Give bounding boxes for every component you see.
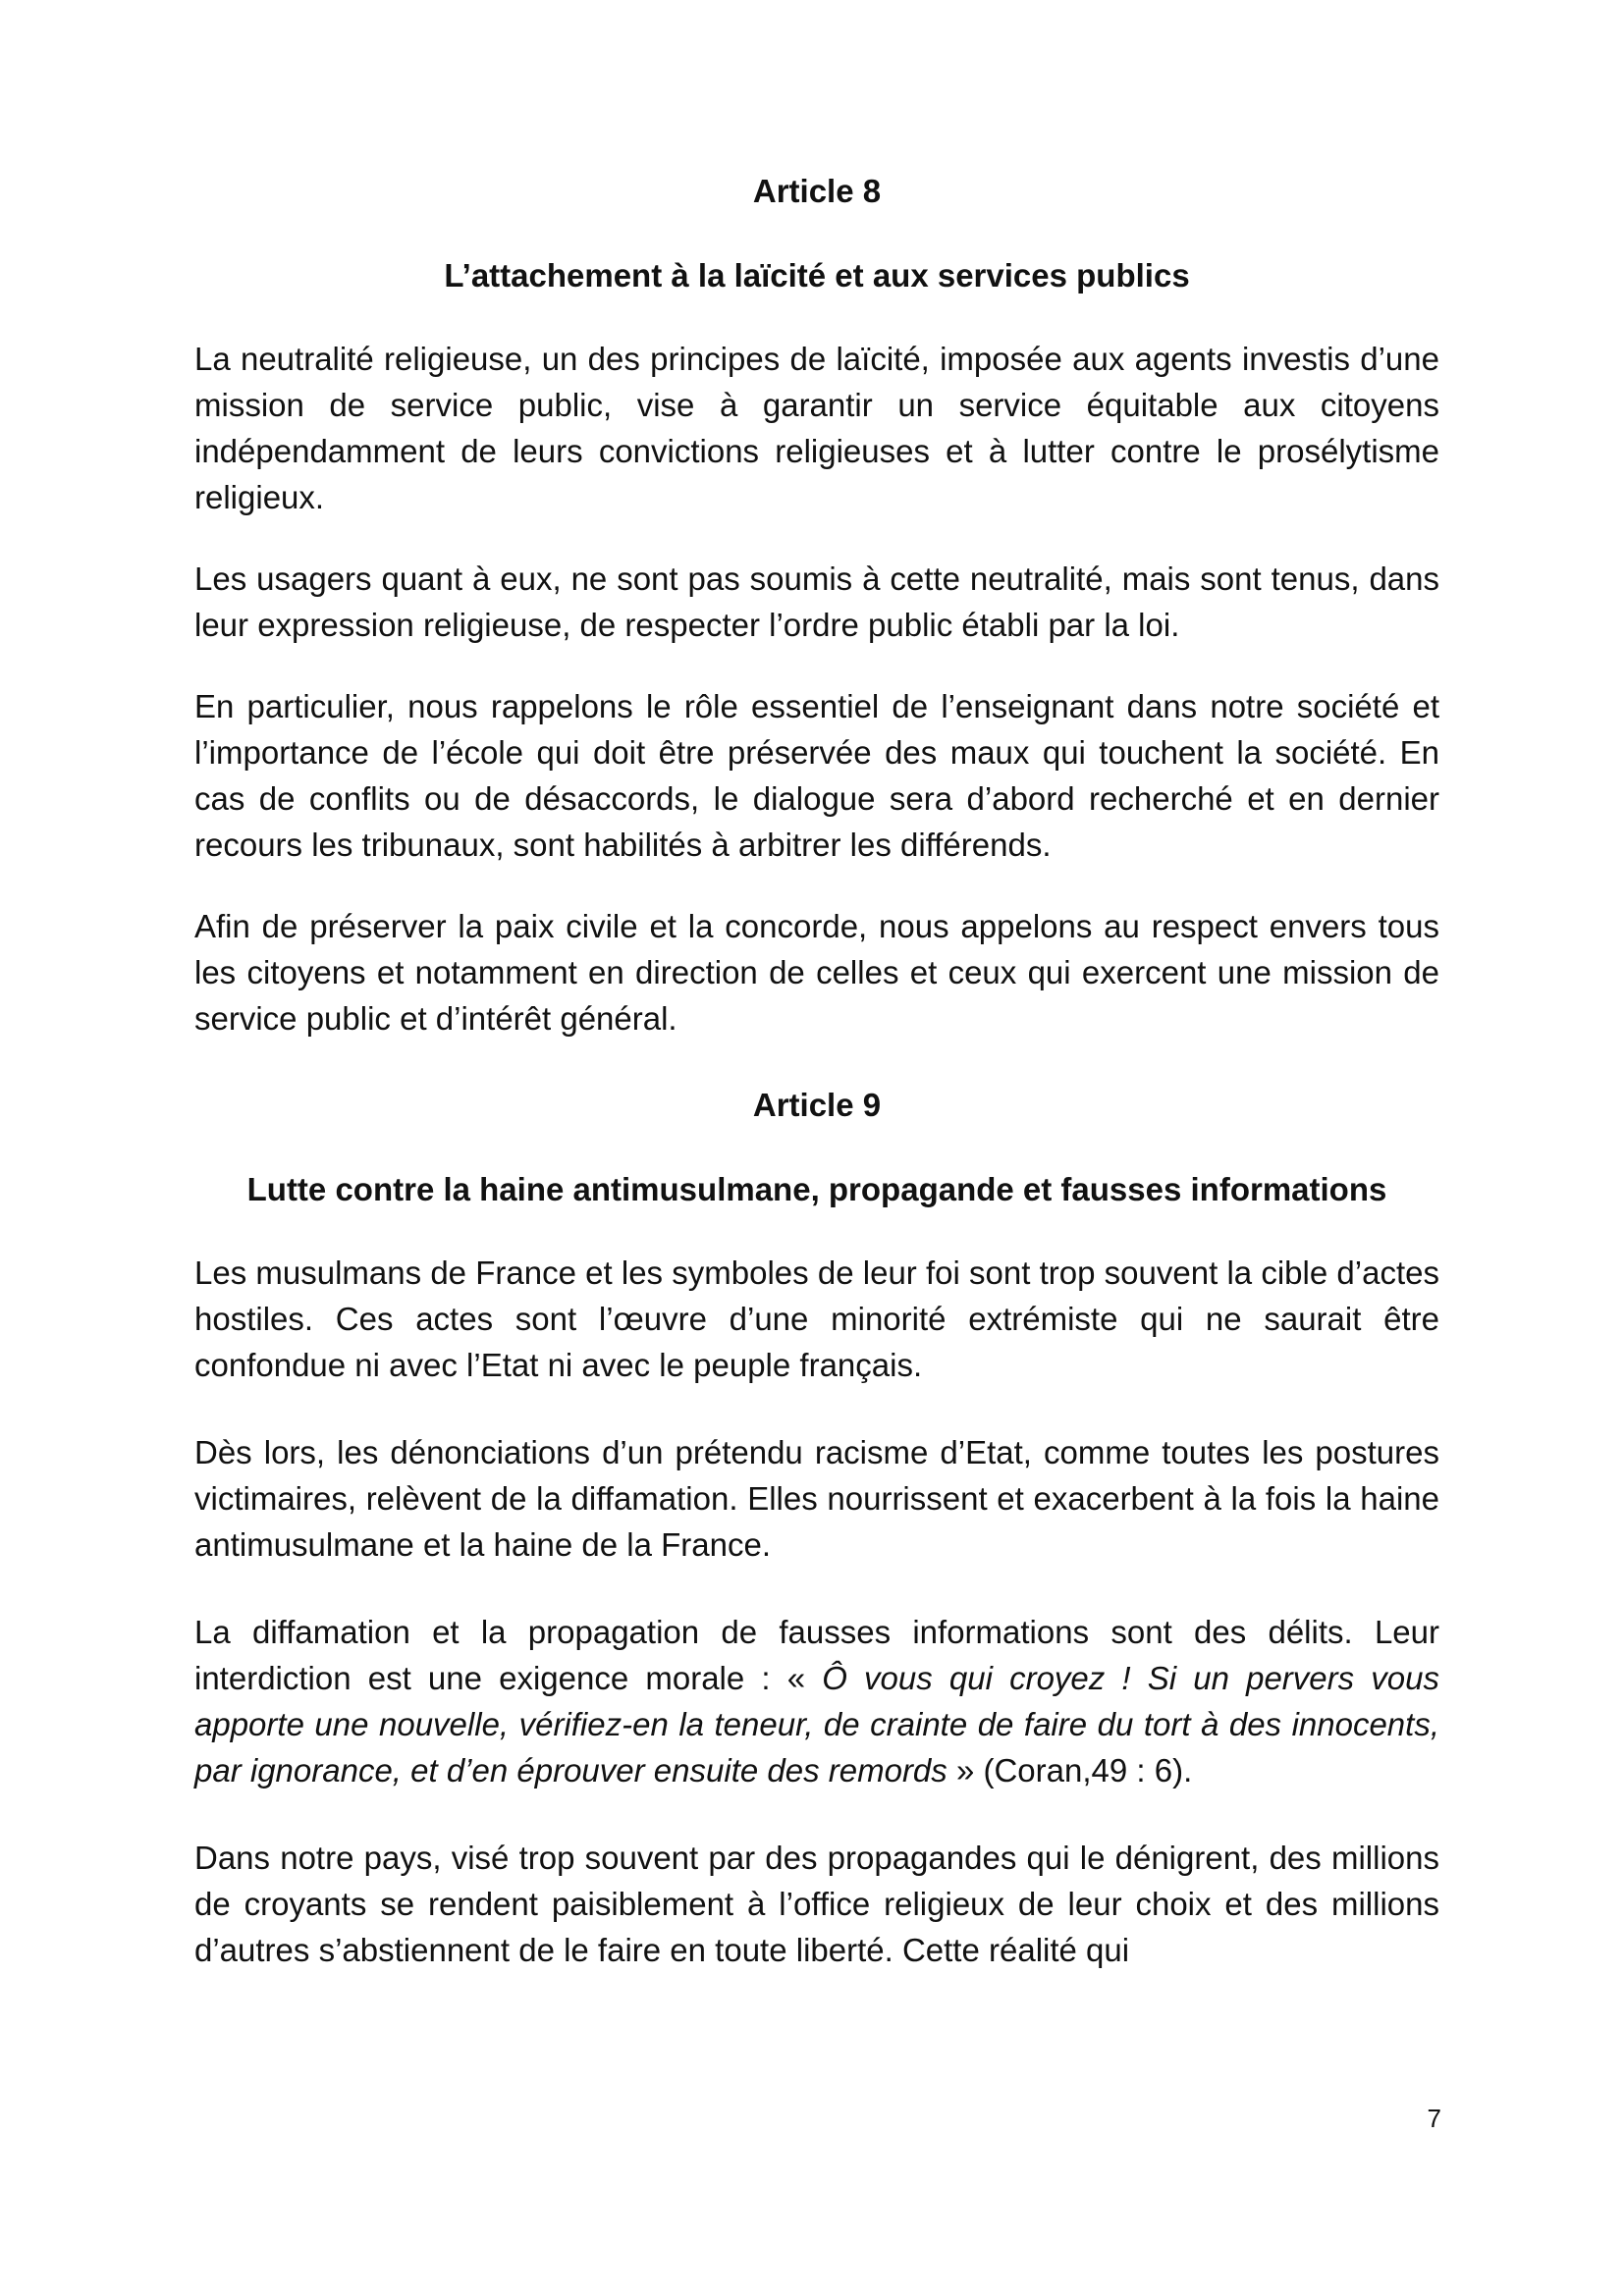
article-8-title: L’attachement à la laïcité et aux services publics [444,257,1190,294]
coran-quote: Ô vous qui croyez ! Si un pervers vous apporte une nouvelle, vérifiez-en la teneur, de crainte de faire du tort à des innocents, par ignorance, et d’en éprouver ensuite des remords [194,1660,1439,1789]
article-9-heading: Article 9 [752,1087,882,1123]
article-9-paragraph-2: Dès lors, les dénonciations d’un prétendu racisme d’Etat, comme toutes les postures victimaires, relèvent de la diffamation. Elles nourrissent et exacerbent à la fois la haine antimusulmane et la haine de la France. [194,1434,1439,1563]
quote-reference-text: » (Coran,49 : 6). [947,1752,1193,1789]
page-content [194,169,1439,1973]
quote-intro-text: La diffamation et la propagation de fausses informations sont des délits. Leur interdiction est une exigence morale : « [194,1614,1439,1696]
article-9-paragraph-1: Les musulmans de France et les symboles de leur foi sont trop souvent la cible d’actes hostiles. Ces actes sont l’œuvre d’une minorité extrémiste qui ne saurait être confondue ni avec l’Etat ni avec le peuple français. [194,1255,1439,1383]
page-number: 7 [1427,2104,1441,2133]
article-8-paragraph-2: Les usagers quant à eux, ne sont pas soumis à cette neutralité, mais sont tenus, dans leur expression religieuse, de respecter l’ordre public établi par la loi. [194,561,1439,643]
article-8-paragraph-1: La neutralité religieuse, un des principes de laïcité, imposée aux agents investis d’une mission de service public, vise à garantir un service équitable aux citoyens indépendamment de leurs convictions religieuses et à lutter contre le prosélytisme religieux. [194,341,1439,515]
article-8-heading: Article 8 [752,173,882,209]
article-9-quote-paragraph [194,1609,1439,1793]
article-8-paragraph-3: En particulier, nous rappelons le rôle essentiel de l’enseignant dans notre société et l’importance de l’école qui doit être préservée des maux qui touchent la société. En cas de conflits ou de désaccords, le dialogue sera d’abord recherché et en dernier recours les tribunaux, sont habilités à arbitrer les différends. [194,688,1439,863]
article-9-title: Lutte contre la haine antimusulmane, propagande et fausses informations [246,1171,1387,1207]
article-9-final-paragraph: Dans notre pays, visé trop souvent par des propagandes qui le dénigrent, des millions de croyants se rendent paisiblement à l’office religieux de leur choix et des millions d’autres s’abstiennent de le faire en toute liberté. Cette réalité qui [194,1840,1439,1968]
article-8-paragraph-4: Afin de préserver la paix civile et la concorde, nous appelons au respect envers tous les citoyens et notamment en direction de celles et ceux qui exercent une mission de service public et d’intérêt général. [194,908,1439,1037]
